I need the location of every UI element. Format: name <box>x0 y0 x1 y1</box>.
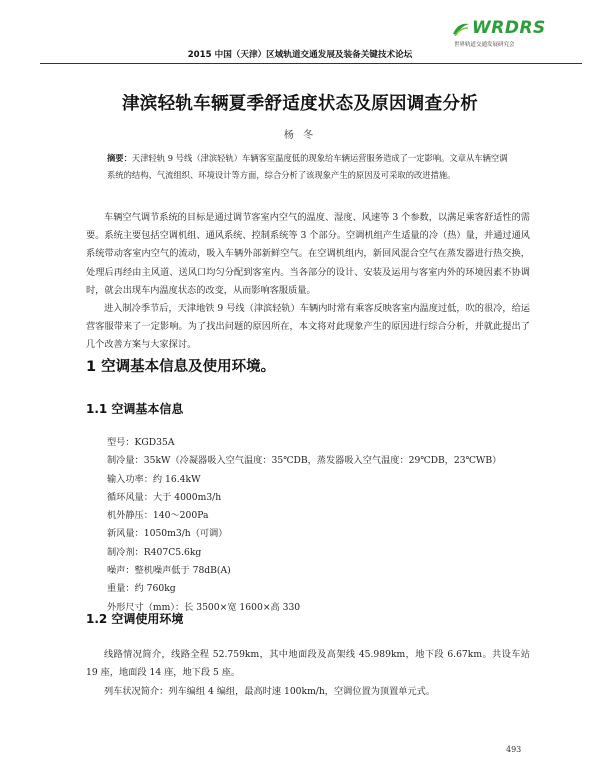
wrdrs-logo <box>452 18 582 52</box>
spec-fresh-airflow: 新风量：1050m3/h（可调） <box>107 528 228 540</box>
train-info-paragraph: 列车状况简介：列车编组 4 编组，最高时速 100km/h，空调位置为顶置单元式。 <box>104 686 436 697</box>
paper-title: 津滨轻轨车辆夏季舒适度状态及原因调查分析 <box>122 94 478 114</box>
abstract-label: 摘要： <box>107 153 132 163</box>
header-divider <box>40 63 582 64</box>
conference-header: 2015 中国（天津）区域轨道交通发展及装备关键技术论坛 <box>187 50 413 60</box>
spec-circulating-airflow: 循环风量：大于 4000m3/h <box>107 491 222 503</box>
intro-paragraph-2: 进入制冷季节后，天津地铁 9 号线（津滨轻轨）车辆内时常有乘客反映客室内温度过低，吹的很冷，给运营客服带来了一定影响。为了找出问题的原因所在，本文将对此现象产生的原因进行综合分析，并就此提出了几个改善方案与大家探讨。 <box>86 303 530 351</box>
logo-subtitle: 世界轨道交通发展研究会 <box>454 42 515 48</box>
line-info-paragraph: 线路情况简介，线路全程 52.759km，其中地面段及高架线 45.989km，地下段 6.67km。共设车站 19 座，地面段 14 座，地下段 5 座。 <box>86 649 530 679</box>
section-1-2-heading: 1.2 空调使用环境 <box>86 612 184 626</box>
spec-model: 型号：KGD35A <box>107 437 175 448</box>
spec-dimensions: 外形尺寸（mm）：长 3500×宽 1600×高 330 <box>107 601 301 613</box>
spec-cooling-capacity: 制冷量：35kW（冷凝器吸入空气温度：35℃DB，蒸发器吸入空气温度：29℃DB，23℃WB） <box>107 455 502 467</box>
spec-list <box>107 434 537 617</box>
page-number: 493 <box>506 745 522 754</box>
spec-input-power: 输入功率：约 16.4kW <box>107 473 201 485</box>
section-1-1-heading: 1.1 空调基本信息 <box>86 402 184 416</box>
spec-weight: 重量：约 760kg <box>107 583 176 595</box>
spec-refrigerant: 制冷剂：R407C5.6kg <box>107 546 202 558</box>
section-1-heading: 1 空调基本信息及使用环境。 <box>86 359 276 375</box>
spec-noise: 噪声：整机噪声低于 78dB(A) <box>107 565 231 577</box>
logo-swoosh-icon <box>452 20 470 38</box>
author-name: 杨 冬 <box>283 130 317 141</box>
abstract <box>107 150 515 183</box>
intro-paragraph-1: 车辆空气调节系统的目标是通过调节客室内空气的温度、湿度、风速等 3 个参数，以满足乘客舒适性的需要。系统主要包括空调机组、通风系统、控制系统等 3 个部分。空调机组产生适量的冷（热）量，并通过通风系统带动客室内空气的流动，吸入车辆外部新鲜空气。在空调机组内，新回风混合空气在蒸发器进行热交换，处理后再经由主风道、送风口均匀分配到客室内。当各部分的设计、安装及运用与客室内外的环境因素不协调时，就会出现车内温度状态的改变，从而影响客服质量。 <box>86 212 530 296</box>
logo-text: WRDRS <box>472 18 546 38</box>
spec-external-static-pressure: 机外静压：140～200Pa <box>107 510 209 522</box>
abstract-text: 天津轻轨 9 号线（津滨轻轨）车辆客室温度低的现象给车辆运营服务造成了一定影响。文章从车辆空调系统的结构、气流组织、环境设计等方面，综合分析了该现象产生的原因及可采取的改进措施。 <box>107 153 508 180</box>
